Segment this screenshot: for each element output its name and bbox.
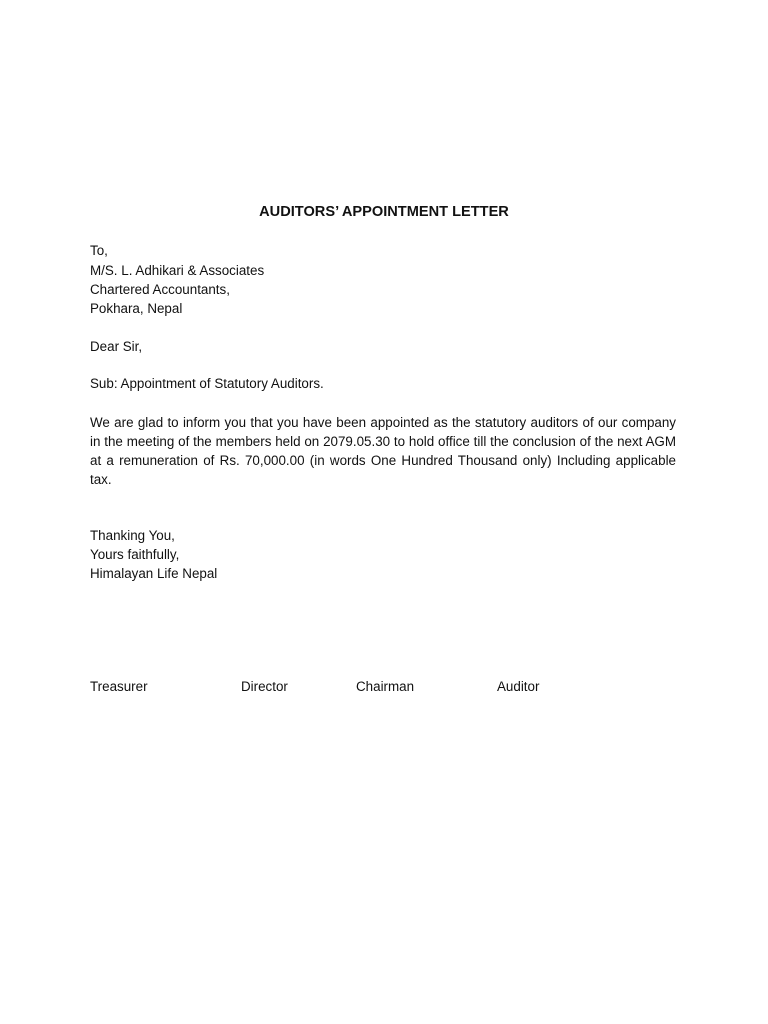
letter-title: AUDITORS’ APPOINTMENT LETTER bbox=[259, 204, 509, 220]
recipient-designation: Chartered Accountants, bbox=[90, 282, 230, 297]
sender-name: Himalayan Life Nepal bbox=[90, 566, 218, 581]
recipient-firm: M/S. L. Adhikari & Associates bbox=[90, 263, 265, 278]
signatory-chairman: Chairman bbox=[356, 679, 415, 694]
recipient-address: Pokhara, Nepal bbox=[90, 301, 183, 316]
signatory-auditor: Auditor bbox=[497, 679, 540, 694]
recipient-to: To, bbox=[90, 243, 108, 258]
signatory-treasurer: Treasurer bbox=[90, 679, 148, 694]
signatory-director: Director bbox=[241, 679, 288, 694]
closing-thanks: Thanking You, bbox=[90, 528, 175, 543]
body-paragraph: We are glad to inform you that you have been appointed as the statutory auditors of our company in the meeting of the members held on 2079.05.30 to hold office till the conclusion of the next AGM at a remuneration of Rs. 70,000.00 (in words One Hundred Thousand only) Including applicable tax. bbox=[90, 415, 676, 487]
closing-regards: Yours faithfully, bbox=[90, 547, 180, 562]
salutation: Dear Sir, bbox=[90, 339, 143, 354]
subject-line: Sub: Appointment of Statutory Auditors. bbox=[90, 376, 324, 391]
